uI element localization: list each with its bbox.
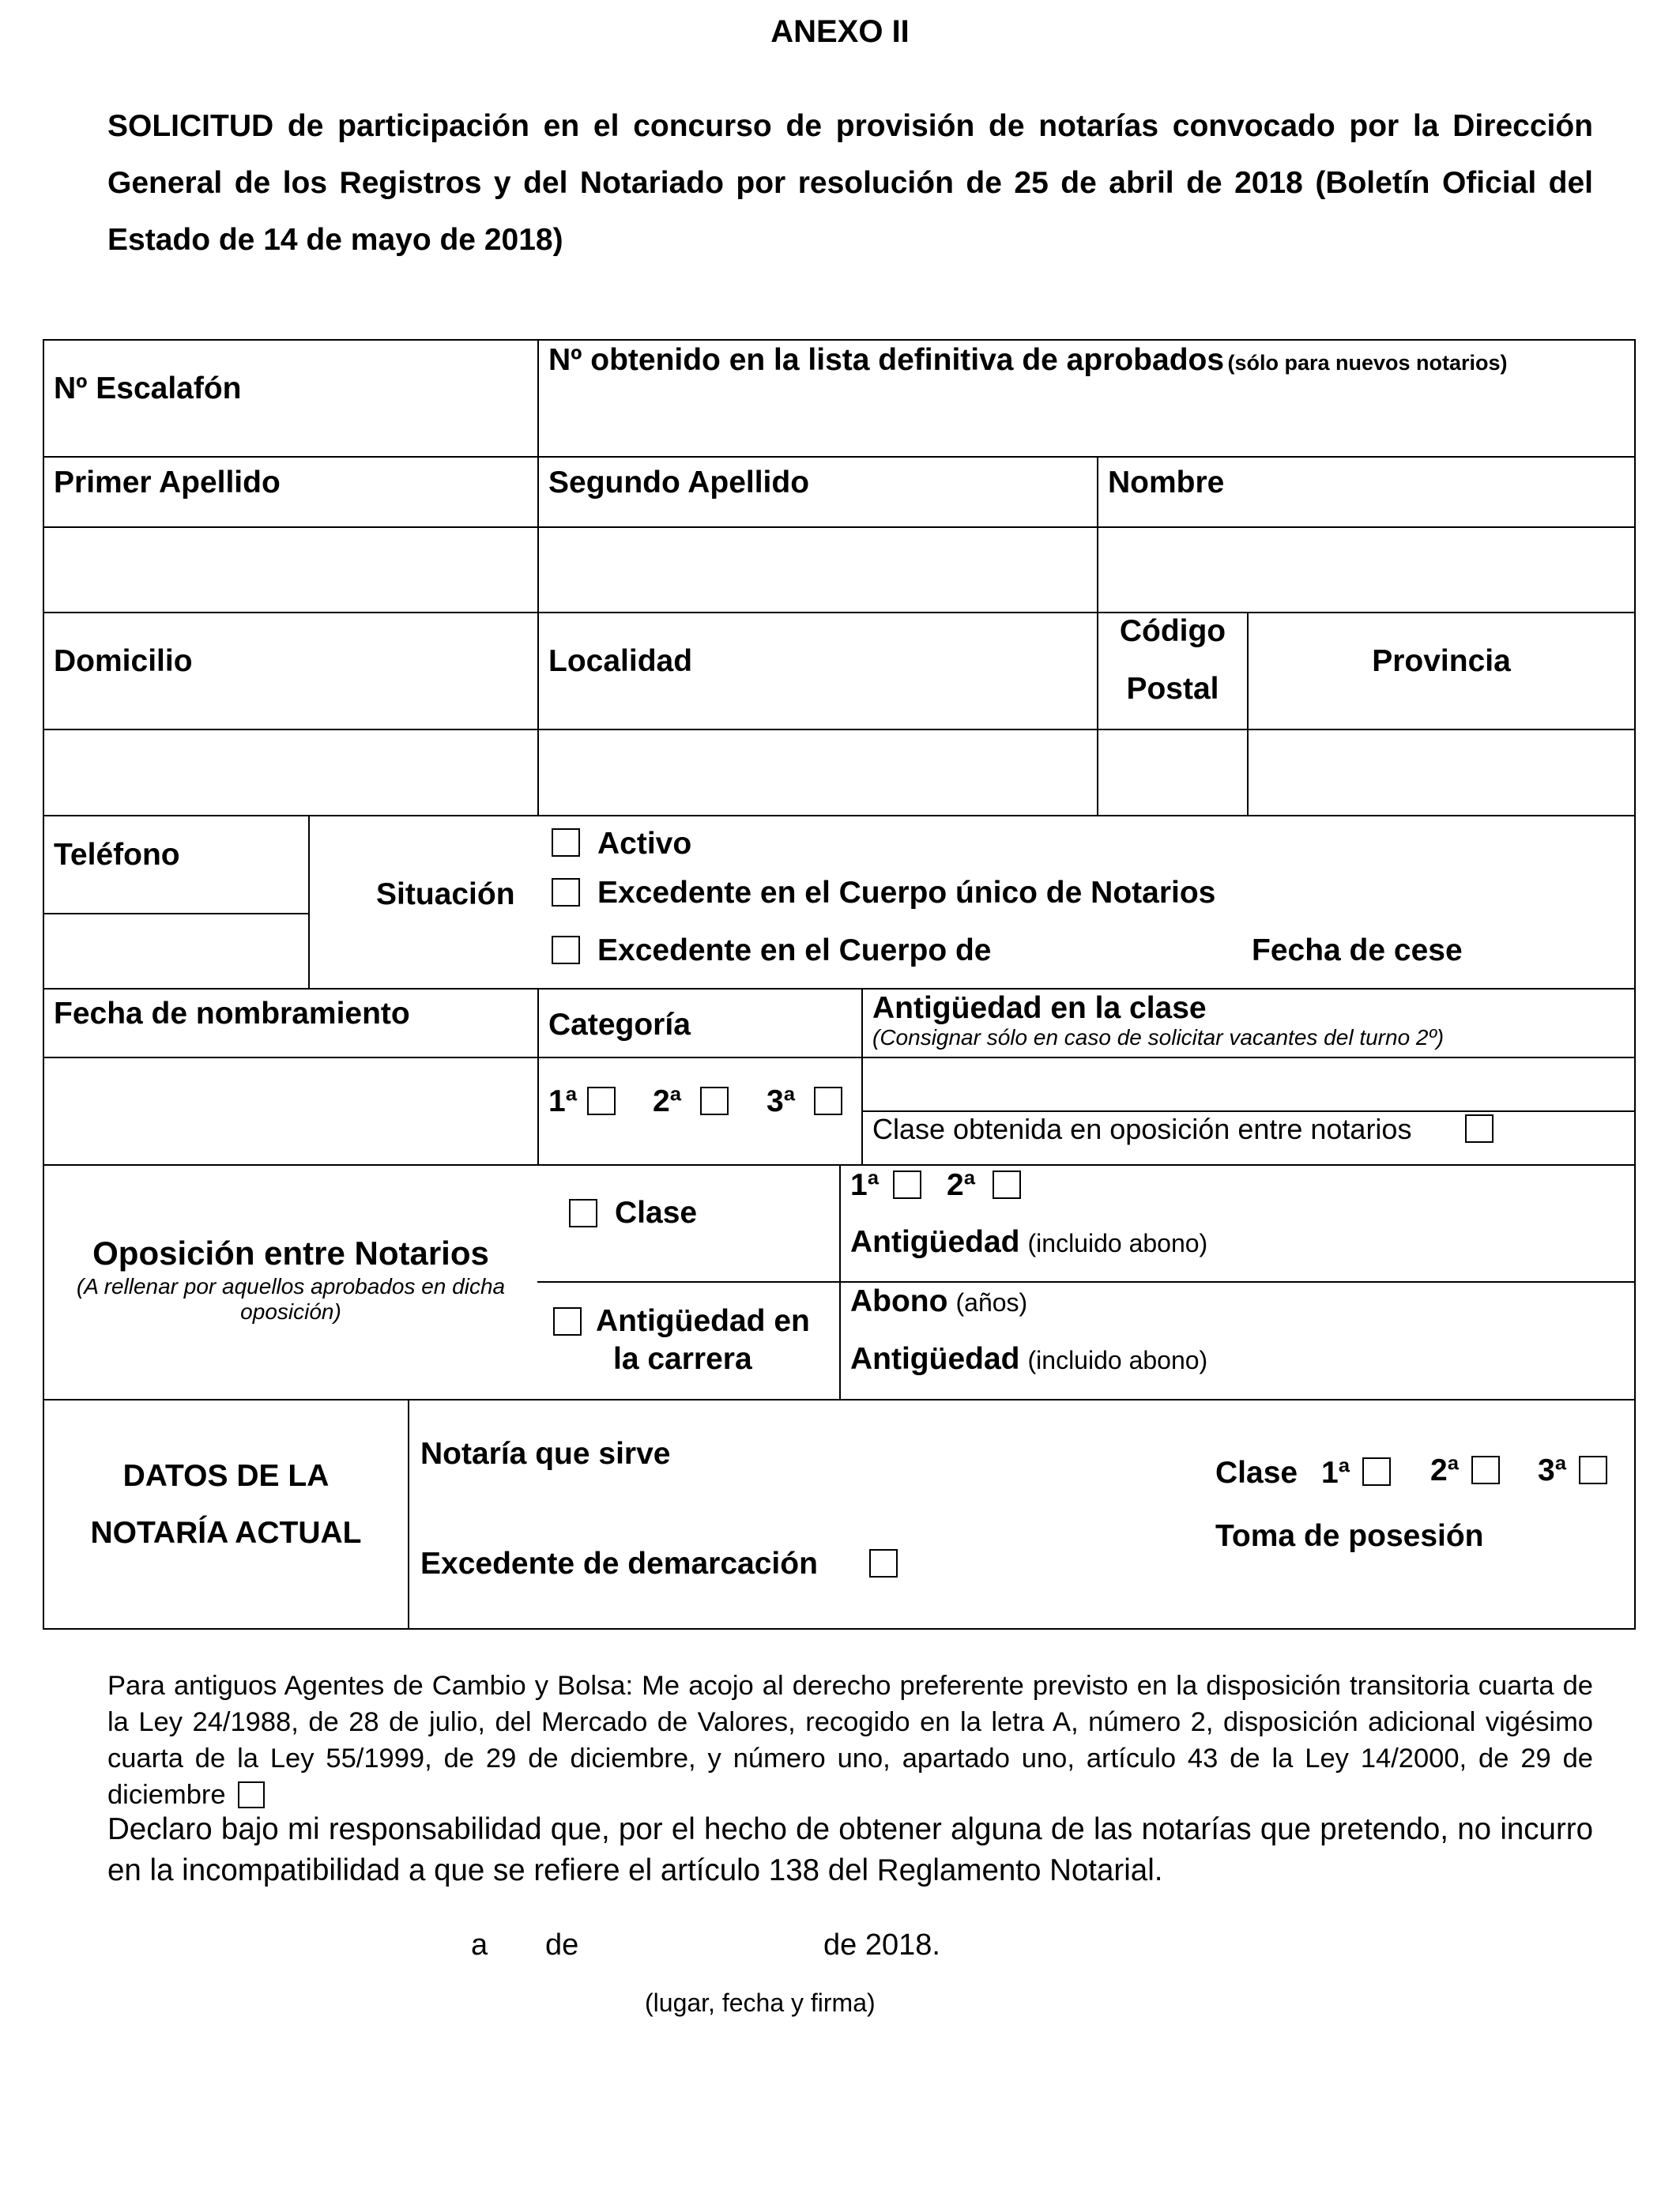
notaria-sirve-label: Notaría que sirve — [420, 1437, 671, 1471]
categoria-2-label: 2ª — [653, 1084, 682, 1118]
clase-obtenida-checkbox[interactable] — [1465, 1114, 1494, 1143]
incluido-abono-label-2: (incluido abono) — [1027, 1346, 1208, 1374]
primer-apellido-field[interactable] — [44, 528, 537, 612]
fecha-cese-label: Fecha de cese — [1252, 933, 1463, 967]
nombre-field[interactable] — [1098, 528, 1634, 612]
categoria-1-checkbox[interactable] — [587, 1087, 616, 1115]
telefono-label: Teléfono — [54, 838, 180, 872]
oposicion-title: Oposición entre Notarios — [92, 1235, 489, 1272]
categoria-2-checkbox[interactable] — [700, 1087, 729, 1115]
provincia-field[interactable] — [1249, 730, 1634, 815]
antiguedad-clase-label: Antigüedad en la clase — [872, 991, 1207, 1025]
nombre-label: Nombre — [1108, 466, 1225, 499]
toma-posesion-label: Toma de posesión — [1215, 1519, 1484, 1553]
situacion-label: Situación — [376, 877, 515, 911]
clase-actual-3-label: 3ª — [1538, 1453, 1567, 1487]
provincia-label: Provincia — [1372, 644, 1511, 678]
lista-note: (sólo para nuevos notarios) — [1227, 351, 1508, 375]
agentes-paragraph — [107, 1668, 1593, 1813]
excedente-demarcacion-label: Excedente de demarcación — [420, 1547, 818, 1581]
antiguedad-carrera-label-2: la carrera — [613, 1342, 752, 1376]
excedente-cuerpo-checkbox[interactable] — [552, 936, 580, 964]
lista-main-label: Nº obtenido en la lista definitiva de aprobados — [548, 343, 1225, 377]
clase-actual-2-label: 2ª — [1430, 1453, 1460, 1487]
domicilio-field[interactable] — [44, 730, 537, 815]
excedente-unico-checkbox[interactable] — [552, 878, 580, 907]
clase-actual-3-checkbox[interactable] — [1579, 1456, 1607, 1484]
sign-note: (lugar, fecha y firma) — [645, 1989, 876, 2017]
antiguedad-note: (Consignar sólo en caso de solicitar vacantes del turno 2º) — [872, 1025, 1445, 1050]
domicilio-label: Domicilio — [54, 644, 193, 678]
oposicion-clase-2-label: 2ª — [947, 1168, 976, 1202]
declaro-paragraph: Declaro bajo mi responsabilidad que, por el hecho de obtener alguna de las notarías que pretendo, no incurro en la incompatibilidad a que se refiere el artículo 138 del Reglamento Notarial. — [107, 1812, 1593, 1887]
categoria-label: Categoría — [548, 1008, 691, 1042]
segundo-apellido-field[interactable] — [539, 528, 1097, 612]
antiguedad-incluido-2 — [850, 1342, 1207, 1377]
fecha-nombramiento-field[interactable] — [44, 1058, 308, 1164]
clase-checkbox[interactable] — [569, 1199, 597, 1227]
primer-apellido-label: Primer Apellido — [54, 466, 281, 499]
intro-paragraph: SOLICITUD de participación en el concurso de provisión de notarías convocado por la Dirección General de los Registros y del Notariado por resolución de 25 de abril de 2018 (Boletín Oficial del Estado de 14 de mayo de 2018) — [107, 109, 1593, 257]
oposicion-note: (A rellenar por aquellos aprobados en dicha oposición) — [76, 1274, 506, 1324]
incluido-abono-label-1: (incluido abono) — [1027, 1229, 1208, 1257]
excedente-demarcacion-checkbox[interactable] — [869, 1549, 898, 1578]
agentes-checkbox[interactable] — [238, 1781, 265, 1808]
datos-notaria-label-2: NOTARÍA ACTUAL — [90, 1516, 362, 1550]
activo-checkbox[interactable] — [552, 828, 580, 857]
clase-actual-label: Clase — [1215, 1456, 1298, 1490]
excedente-cuerpo-label: Excedente en el Cuerpo de — [597, 933, 992, 967]
datos-notaria-label-1: DATOS DE LA — [122, 1459, 330, 1493]
abono-line — [850, 1284, 1027, 1319]
clase-obtenida-label: Clase obtenida en oposición entre notarios — [872, 1113, 1412, 1145]
oposicion-clase-2-checkbox[interactable] — [993, 1171, 1021, 1199]
sign-de: de — [545, 1928, 579, 1962]
oposicion-clase-1-checkbox[interactable] — [893, 1171, 921, 1199]
codigo-label: Código — [1119, 614, 1226, 648]
segundo-apellido-label: Segundo Apellido — [548, 466, 810, 499]
localidad-label: Localidad — [548, 644, 693, 678]
activo-label: Activo — [597, 827, 692, 861]
lista-label — [548, 343, 1508, 378]
clase-actual-1-label: 1ª — [1321, 1456, 1350, 1490]
categoria-1-label: 1ª — [548, 1084, 578, 1118]
antiguedad-clase-field[interactable] — [863, 1058, 1634, 1110]
antiguedad-carrera-checkbox[interactable] — [553, 1307, 582, 1336]
telefono-field[interactable] — [44, 914, 308, 988]
clase-oposicion-label: Clase — [615, 1196, 698, 1230]
postal-label: Postal — [1126, 672, 1219, 706]
localidad-field[interactable] — [539, 730, 1097, 815]
categoria-3-checkbox[interactable] — [814, 1087, 842, 1115]
excedente-unico-label: Excedente en el Cuerpo único de Notarios — [597, 876, 1216, 910]
antiguedad-carrera-label-1: Antigüedad en — [596, 1304, 810, 1338]
categoria-3-label: 3ª — [767, 1084, 796, 1118]
abono-label: Abono — [850, 1284, 948, 1318]
agentes-text: Para antiguos Agentes de Cambio y Bolsa: Me acojo al derecho preferente previsto en la disposición transitoria cuarta de la Ley 24/1988, de 28 de julio, del Mercado de Valores, recogido en la letra A, número 2, disposición adicional vigésimo cuarta de la Ley 55/1999, de 29 de diciembre, y número uno, apartado uno, artículo 43 de la Ley 14/2000, de 29 de diciembre — [107, 1671, 1593, 1810]
sign-year: de 2018. — [823, 1928, 940, 1962]
page-title: ANEXO II — [770, 14, 910, 49]
anos-label: (años) — [955, 1288, 1028, 1317]
antiguedad-clase-header — [872, 991, 1625, 1026]
codigo-postal-field[interactable] — [1098, 730, 1247, 815]
clase-actual-2-checkbox[interactable] — [1471, 1456, 1500, 1484]
antiguedad-incluido-1 — [850, 1225, 1207, 1260]
escalafon-label: Nº Escalafón — [54, 371, 242, 405]
sign-a: a — [471, 1928, 488, 1962]
fecha-nombramiento-label: Fecha de nombramiento — [54, 997, 410, 1031]
oposicion-clase-1-label: 1ª — [850, 1168, 880, 1202]
clase-actual-1-checkbox[interactable] — [1362, 1457, 1391, 1486]
antiguedad-label-2: Antigüedad — [850, 1342, 1020, 1376]
antiguedad-label-1: Antigüedad — [850, 1225, 1020, 1259]
